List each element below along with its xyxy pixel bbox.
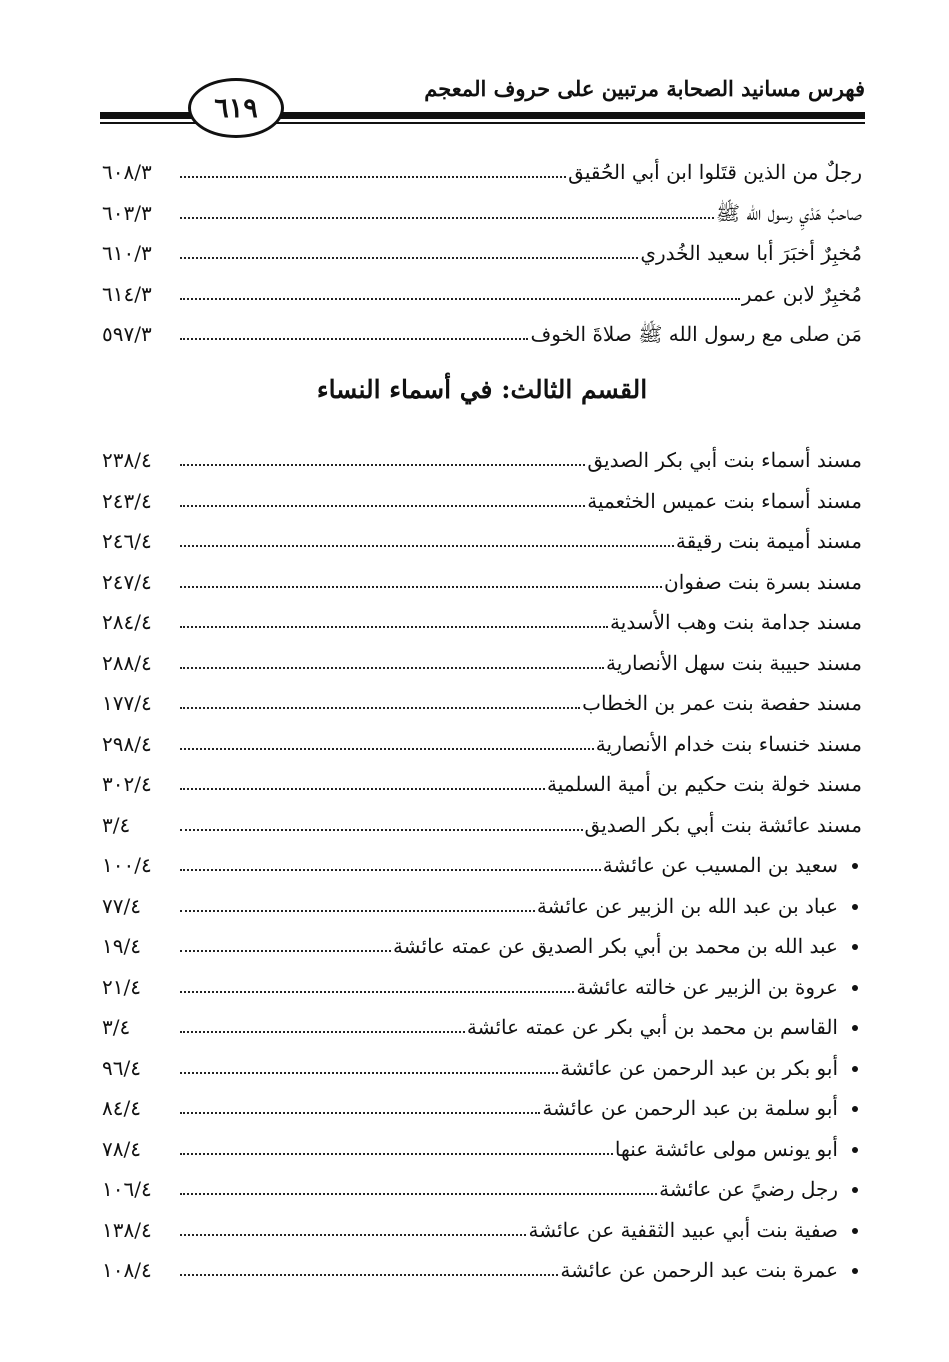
section-heading: القسم الثالث: في أسماء النساء (316, 375, 648, 404)
sub-list-item (102, 1088, 862, 1129)
leader-dots (180, 991, 574, 993)
bullet-icon (852, 863, 858, 869)
list-item (102, 152, 862, 193)
entry-ref: ١٠٦/٤ (102, 1177, 152, 1201)
entry-text: مسند حبيبة بنت سهل الأنصارية (606, 650, 862, 675)
list-item (102, 764, 862, 805)
leader-dots (180, 1234, 526, 1236)
sub-list-item (102, 1007, 862, 1048)
entry-text: مسند عائشة بنت أبي بكر الصديق (584, 812, 862, 837)
list-item (102, 314, 862, 355)
sub-list-item (102, 886, 862, 927)
entry-text: عروة بن الزبير عن خالته عائشة (576, 974, 838, 999)
bullet-icon (852, 1106, 858, 1112)
leader-dots (180, 338, 528, 340)
entry-text: رجل رضيً عن عائشة (659, 1177, 838, 1201)
entry-text: مُخبِرٌ لابن عمر (741, 281, 862, 306)
entry-ref: ٢٤٧/٤ (102, 569, 152, 594)
entry-text: مسند بسرة بنت صفوان (664, 569, 862, 594)
page-number: ٦١٩ (188, 78, 284, 138)
entry-ref: ٧٧/٤ (102, 893, 141, 918)
entry-ref: ٦١٠/٣ (102, 241, 152, 265)
list-item (102, 274, 862, 315)
leader-dots (180, 257, 638, 259)
bullet-icon (852, 904, 858, 910)
leader-dots (180, 1112, 540, 1114)
bullet-icon (852, 1066, 858, 1072)
bullet-icon (852, 944, 858, 950)
entry-ref: ٦٠٨/٣ (102, 160, 152, 184)
bullet-icon (852, 1268, 858, 1274)
entry-ref: ٢٨٨/٤ (102, 650, 152, 675)
entry-ref: ٩٦/٤ (102, 1055, 141, 1080)
sub-list-item (102, 1048, 862, 1089)
list-item (102, 521, 862, 562)
list-item (102, 643, 862, 684)
entry-text: مسند خولة بنت حكيم بن أمية السلمية (547, 772, 862, 796)
entry-text: سعيد بن المسيب عن عائشة (602, 853, 838, 877)
entry-ref: ٣٠٢/٤ (102, 772, 152, 796)
list-item (102, 805, 862, 846)
entry-ref: ٢٨٤/٤ (102, 610, 152, 634)
list-item (102, 233, 862, 274)
entry-ref: ١٩/٤ (102, 934, 141, 958)
sub-list-item (102, 967, 862, 1008)
entry-ref: ٢١/٤ (102, 974, 141, 999)
list-item (102, 193, 862, 234)
leader-dots (180, 505, 585, 507)
leader-dots (180, 626, 608, 628)
leader-dots (180, 707, 580, 709)
entry-ref: ١٠٠/٤ (102, 853, 152, 877)
list-item (102, 562, 862, 603)
bullet-icon (852, 1187, 858, 1193)
entry-ref: ٢٩٨/٤ (102, 731, 152, 756)
entry-text: أبو بكر بن عبد الرحمن عن عائشة (560, 1055, 838, 1080)
list-item (102, 724, 862, 765)
entry-ref: ٣/٤ (102, 812, 131, 837)
leader-dots (180, 748, 594, 750)
leader-dots (180, 1153, 613, 1155)
entry-text: مسند أميمة بنت رقيقة (675, 529, 862, 553)
entry-text: القاسم بن محمد بن أبي بكر عن عمته عائشة (466, 1015, 838, 1039)
leader-dots (180, 1072, 558, 1074)
bullet-icon (852, 1228, 858, 1234)
bullet-icon (852, 1147, 858, 1153)
leader-dots (180, 910, 535, 912)
entry-text: صاحبُ هَدْيِ رسول الله ﷺ (715, 200, 862, 225)
sub-list-item (102, 1169, 862, 1210)
entry-text: أبو سلمة بن عبد الرحمن عن عائشة (542, 1096, 838, 1120)
sub-list-item (102, 926, 862, 967)
running-title: فهرس مسانيد الصحابة مرتبين على حروف المعجم (424, 76, 865, 101)
entry-text: مَن صلى مع رسول الله ﷺ صلاةَ الخوف (530, 322, 862, 346)
entry-ref: ١٧٧/٤ (102, 691, 152, 715)
leader-dots (180, 1031, 465, 1033)
list-item (102, 440, 862, 481)
list-item (102, 481, 862, 522)
leader-dots (180, 950, 391, 952)
women-entries-list (102, 440, 862, 1291)
entry-ref: ٨٤/٤ (102, 1096, 141, 1120)
entry-text: عباد بن عبد الله بن الزبير عن عائشة (536, 893, 838, 918)
entry-text: صفية بنت أبي عبيد الثقفية عن عائشة (528, 1217, 838, 1242)
leader-dots (180, 788, 545, 790)
leader-dots (180, 1274, 558, 1276)
entry-ref: ٢٣٨/٤ (102, 448, 152, 472)
bullet-icon (852, 985, 858, 991)
leader-dots (180, 176, 566, 178)
leader-dots (180, 298, 740, 300)
entry-text: أبو يونس مولى عائشة عنها (614, 1136, 838, 1161)
entry-text: مسند خنساء بنت خدام الأنصارية (595, 731, 862, 756)
entry-text: مُخبِرٌ أخبَرَ أبا سعيد الخُدري (640, 241, 862, 265)
top-entries-list (102, 152, 862, 355)
entry-text: مسند أسماء بنت أبي بكر الصديق (587, 448, 862, 472)
entry-text: رجلٌ من الذين قتَلوا ابن أبي الحُقيق (568, 160, 862, 184)
entry-ref: ٢٤٦/٤ (102, 529, 152, 553)
entry-ref: ٥٩٧/٣ (102, 322, 152, 346)
entry-text: مسند حفصة بنت عمر بن الخطاب (582, 691, 862, 715)
list-item (102, 602, 862, 643)
entry-text: عبد الله بن محمد بن أبي بكر الصديق عن عمته عائشة (392, 934, 838, 958)
sub-list-item (102, 845, 862, 886)
entry-ref: ٧٨/٤ (102, 1136, 141, 1161)
entry-text: مسند أسماء بنت عميس الخثعمية (587, 488, 862, 513)
sub-list-item (102, 1210, 862, 1251)
entry-ref: ١٣٨/٤ (102, 1217, 152, 1242)
entry-ref: ١٠٨/٤ (102, 1258, 152, 1282)
leader-dots (180, 869, 601, 871)
sub-list-item (102, 1129, 862, 1170)
entry-ref: ٦١٤/٣ (102, 281, 152, 306)
leader-dots (180, 1193, 657, 1195)
leader-dots (180, 586, 662, 588)
leader-dots (180, 217, 714, 219)
page-header (100, 72, 865, 132)
entry-ref: ٢٤٣/٤ (102, 488, 152, 513)
entry-text: مسند جدامة بنت وهب الأسدية (610, 610, 862, 634)
leader-dots (180, 667, 604, 669)
entry-ref: ٣/٤ (102, 1015, 131, 1039)
leader-dots (180, 829, 583, 831)
list-item (102, 683, 862, 724)
entry-text: عمرة بنت عبد الرحمن عن عائشة (560, 1258, 838, 1282)
leader-dots (180, 545, 674, 547)
bullet-icon (852, 1025, 858, 1031)
sub-list-item (102, 1250, 862, 1291)
entry-ref: ٦٠٣/٣ (102, 200, 152, 225)
leader-dots (180, 464, 585, 466)
